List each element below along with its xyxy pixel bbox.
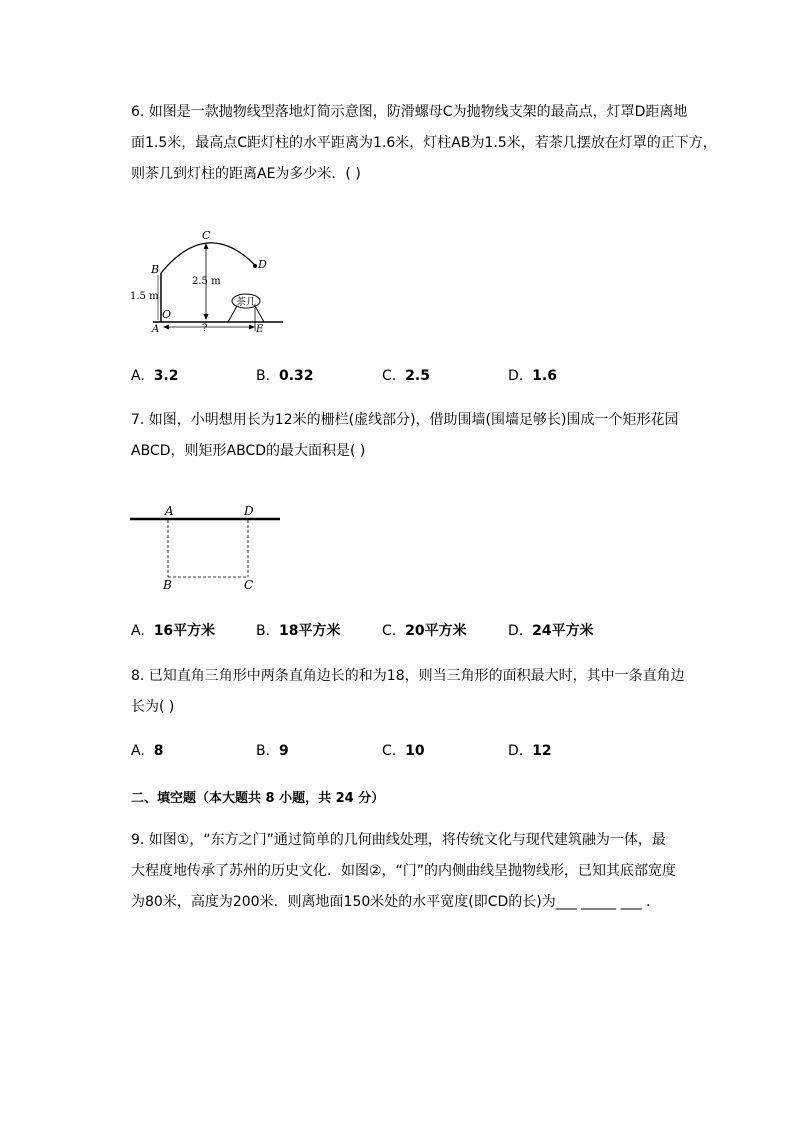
option-text: 8 [153, 743, 164, 759]
q7-line-1: 7. 如图，小明想用长为12米的栅栏(虚线部分)，借助围墙(围墙足够长)围成一个矩形花园 [131, 412, 679, 428]
q7-option-d[interactable] [508, 621, 594, 641]
option-letter: A. [131, 623, 145, 639]
option-letter: B. [256, 368, 271, 384]
q7-option-a[interactable] [131, 621, 215, 641]
option-letter: B. [256, 743, 271, 759]
q8-option-c[interactable] [382, 741, 425, 761]
label-A: A [152, 324, 160, 335]
label-C: C [202, 229, 211, 242]
option-text: 10 [405, 743, 425, 759]
parabola-arc [161, 243, 255, 273]
option-letter: C. [382, 743, 397, 759]
q6-line-3: 则茶几到灯柱的距离AE为多少米．( ) [131, 166, 361, 182]
arrow-head-down [204, 314, 209, 320]
label-E: E [256, 324, 264, 335]
q8-option-d[interactable] [508, 741, 552, 761]
option-text: 1.6 [532, 368, 557, 384]
label-A: A [165, 504, 174, 518]
q8-line-1: 8. 已知直角三角形中两条直角边长的和为18，则当三角形的面积最大时，其中一条直角边 [131, 668, 685, 684]
lamp-shade-point [253, 264, 257, 268]
option-text: 9 [278, 743, 289, 759]
section-title-fill-in: 二、填空题（本大题共 8 小题，共 24 分） [131, 791, 385, 806]
option-text: 12 [532, 743, 552, 759]
label-B: B [151, 263, 160, 276]
label-height-25: 2.5 m [192, 276, 221, 287]
q7-option-b[interactable] [256, 621, 340, 641]
q6-line-1: 6. 如图是一款抛物线型落地灯简示意图，防滑螺母C为抛物线支架的最高点，灯罩D距离地 [131, 104, 688, 120]
q9-line-3: 为80米，高度为200米．则离地面150米处的水平宽度(即CD的长)为___ _____ ___ ． [131, 894, 661, 910]
label-C: C [244, 578, 254, 592]
label-B: B [163, 578, 172, 592]
option-text: 3.2 [153, 368, 179, 384]
q7-garden-figure [128, 500, 283, 595]
arrow-head-right [249, 325, 255, 330]
option-letter: D. [508, 623, 524, 639]
label-D: D [258, 258, 267, 271]
option-letter: A. [131, 743, 145, 759]
q8-option-b[interactable] [256, 741, 289, 761]
label-D: D [244, 504, 254, 518]
option-letter: D. [508, 743, 524, 759]
q6-line-2: 面1.5米，最高点C距灯柱的水平距离为1.6米，灯柱AB为1.5米，若茶几摆放在灯罩的正下方， [131, 135, 717, 151]
q7-option-c[interactable] [382, 621, 467, 641]
tea-table-leg-right [255, 306, 264, 322]
option-letter: C. [382, 623, 397, 639]
option-text: 18平方米 [278, 623, 341, 639]
option-text: 2.5 [405, 368, 430, 384]
option-letter: D. [508, 368, 524, 384]
option-text: 0.32 [278, 368, 314, 384]
label-unknown-distance: ? [202, 323, 208, 334]
q7-line-2: ABCD，则矩形ABCD的最大面积是( ) [131, 443, 366, 459]
q6-option-a[interactable] [131, 366, 179, 386]
q8-option-a[interactable] [131, 741, 163, 761]
q6-lamp-figure [125, 225, 290, 340]
q9-line-2: 大程度地传承了苏州的历史文化．如图②，“门”的内侧曲线呈抛物线形，已知其底部宽度 [131, 863, 677, 879]
option-letter: C. [382, 368, 397, 384]
q9-line-1: 9. 如图①，“东方之门”通过简单的几何曲线处理，将传统文化与现代建筑融为一体，最 [131, 832, 666, 848]
option-text: 20平方米 [405, 623, 467, 639]
option-letter: B. [256, 623, 271, 639]
arrow-head-left [163, 325, 169, 330]
q6-option-c[interactable] [382, 366, 430, 386]
q6-option-d[interactable] [508, 366, 557, 386]
label-height-15: 1.5 m [130, 291, 159, 302]
option-text: 24平方米 [532, 623, 594, 639]
option-text: 16平方米 [153, 623, 216, 639]
q6-option-b[interactable] [256, 366, 314, 386]
label-O: O [162, 308, 172, 321]
q8-line-2: 长为( ) [131, 699, 175, 715]
option-letter: A. [131, 368, 145, 384]
label-tea-table: 茶几 [236, 297, 256, 308]
tea-table-leg-left [228, 306, 237, 322]
